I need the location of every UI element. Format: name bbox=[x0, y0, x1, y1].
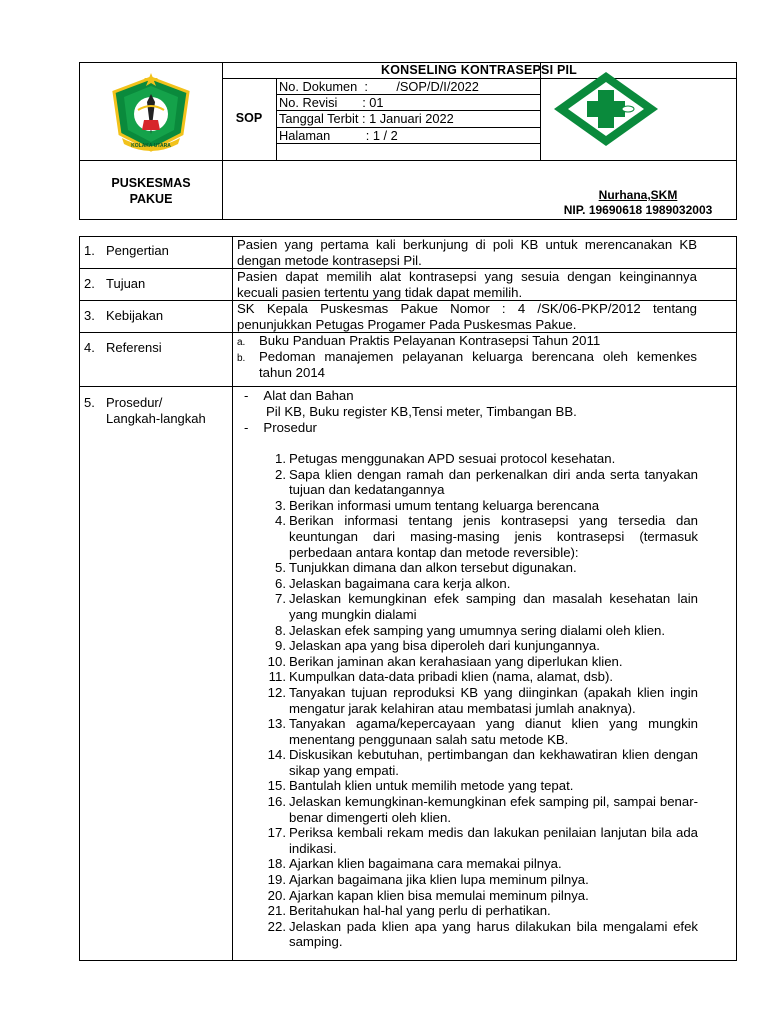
section-number: 2. bbox=[84, 276, 95, 291]
section-title-line2: Langkah-langkah bbox=[106, 411, 206, 426]
step-text: Berikan jaminan akan kerahasiaan yang diperlukan klien. bbox=[289, 653, 623, 669]
meta-document-number: No. Dokumen : /SOP/D/I/2022 bbox=[279, 79, 479, 94]
organization-name-line2: PAKUE bbox=[129, 192, 173, 206]
section-number: 3. bbox=[84, 308, 95, 323]
step-text: Tanyakan tujuan reproduksi KB yang diinginkan (apakah klien ingin mengatur jarak kelahiran atau membatasi jumlah anaknya). bbox=[289, 684, 698, 716]
reference-item bbox=[237, 349, 697, 380]
section-label-referensi bbox=[84, 340, 162, 356]
step-number: 1. bbox=[275, 451, 286, 466]
step-number: 10. bbox=[267, 653, 286, 669]
sop-label: SOP bbox=[235, 111, 263, 125]
step-number: 2. bbox=[275, 466, 286, 482]
reference-item bbox=[237, 333, 697, 349]
step-number: 11. bbox=[268, 669, 286, 685]
step-text: Tanyakan agama/kepercayaan yang dianut klien yang mungkin menentang penggunaan salah satu metode KB. bbox=[289, 716, 698, 747]
procedure-step bbox=[262, 451, 698, 467]
signatory-nip: NIP. 19690618 1989032003 bbox=[563, 203, 713, 217]
step-number: 16. bbox=[267, 794, 286, 810]
puskesmas-logo bbox=[552, 70, 660, 148]
step-number: 21. bbox=[267, 903, 286, 919]
section-title: Pengertian bbox=[106, 243, 169, 258]
step-number: 22. bbox=[267, 918, 286, 934]
step-text: Bantulah klien untuk memilih metode yang tepat. bbox=[289, 778, 574, 794]
section-title: Referensi bbox=[106, 340, 162, 355]
procedure-step bbox=[262, 513, 698, 560]
procedure-step bbox=[262, 654, 698, 670]
step-number: 7. bbox=[275, 591, 286, 607]
step-text: Berikan informasi umum tentang keluarga berencana bbox=[289, 497, 600, 513]
procedure-step bbox=[262, 467, 698, 498]
procedure-steps bbox=[262, 451, 698, 950]
dash-bullet: - bbox=[244, 420, 249, 435]
procedure-step bbox=[262, 794, 698, 825]
section-title: Tujuan bbox=[106, 276, 146, 291]
procedure-step bbox=[262, 638, 698, 654]
meta-issue-date: Tanggal Terbit : 1 Januari 2022 bbox=[279, 111, 454, 126]
reference-marker: a. bbox=[237, 337, 246, 348]
section-title: Kebijakan bbox=[106, 308, 164, 323]
step-text: Kumpulkan data-data pribadi klien (nama, alamat, dsb). bbox=[289, 669, 614, 685]
procedure-heading-text: Prosedur bbox=[263, 420, 317, 435]
procedure-heading bbox=[244, 420, 317, 436]
meta-page: Halaman : 1 / 2 bbox=[279, 128, 398, 143]
step-number: 18. bbox=[267, 856, 286, 872]
materials-heading bbox=[244, 388, 354, 404]
section-text-tujuan: Pasien dapat memilih alat kontrasepsi yang sesuia dengan keinginannya kecuali pasien tertentu yang tidak dapat memilih. bbox=[237, 269, 697, 300]
section-number: 4. bbox=[84, 340, 95, 355]
procedure-step bbox=[262, 560, 698, 576]
procedure-step bbox=[262, 498, 698, 514]
step-text: Berikan informasi tentang jenis kontrasepsi yang tersedia dan keuntungan dari masing-masing jenis kontrasepsi (termasuk perbedaan antara kontap dan metode reversible): bbox=[289, 513, 698, 560]
step-number: 6. bbox=[275, 575, 286, 591]
step-number: 17. bbox=[267, 825, 286, 841]
procedure-step bbox=[262, 685, 698, 716]
step-number: 3. bbox=[275, 497, 286, 513]
dash-bullet: - bbox=[244, 388, 249, 403]
procedure-step bbox=[262, 778, 698, 794]
step-number: 12. bbox=[267, 684, 286, 700]
step-number: 19. bbox=[267, 872, 286, 888]
signatory-name: Nurhana,SKM bbox=[598, 188, 678, 202]
procedure-step bbox=[262, 903, 698, 919]
organization-name bbox=[80, 175, 222, 207]
step-number: 4. bbox=[275, 513, 286, 529]
regional-emblem-logo bbox=[104, 72, 198, 154]
section-text-pengertian: Pasien yang pertama kali berkunjung di poli KB untuk merencanakan KB dengan metode kontrasepsi Pil. bbox=[237, 237, 697, 268]
procedure-step bbox=[262, 591, 698, 622]
step-number: 14. bbox=[267, 747, 286, 763]
step-text: Jelaskan bagaimana cara kerja alkon. bbox=[289, 575, 511, 591]
step-text: Beritahukan hal-hal yang perlu di perhatikan. bbox=[289, 903, 551, 919]
emblem-ribbon-text: KOLAKA UTARA bbox=[131, 143, 171, 149]
step-text: Sapa klien dengan ramah dan perkenalkan diri anda serta tanyakan tujuan dan kedatangannya bbox=[289, 466, 698, 498]
step-text: Jelaskan pada klien apa yang harus dilakukan bila mengalami efek samping. bbox=[289, 918, 698, 950]
procedure-step bbox=[262, 747, 698, 778]
procedure-step bbox=[262, 576, 698, 592]
procedure-step bbox=[262, 888, 698, 904]
reference-marker: b. bbox=[237, 353, 246, 364]
section-text-kebijakan: SK Kepala Puskesmas Pakue Nomor : 4 /SK/06-PKP/2012 tentang penunjukkan Petugas Progamer Pada Puskesmas Pakue. bbox=[237, 301, 697, 332]
step-text: Jelaskan kemungkinan efek samping dan masalah kesehatan lain yang mungkin dialami bbox=[289, 591, 698, 622]
meta-revision: No. Revisi : 01 bbox=[279, 95, 384, 110]
procedure-step bbox=[262, 856, 698, 872]
step-number: 8. bbox=[275, 622, 286, 638]
step-number: 13. bbox=[267, 716, 286, 732]
step-text: Ajarkan bagaimana jika klien lupa meminum pilnya. bbox=[289, 872, 589, 888]
step-text: Jelaskan apa yang bisa diperoleh dari kunjungannya. bbox=[289, 638, 600, 654]
step-text: Diskusikan kebutuhan, pertimbangan dan kekhawatiran klien dengan sikap yang empati. bbox=[289, 747, 698, 778]
procedure-step bbox=[262, 623, 698, 639]
step-text: Petugas menggunakan APD sesuai protocol kesehatan. bbox=[289, 451, 616, 466]
step-text: Jelaskan efek samping yang umumnya sering dialami oleh klien. bbox=[289, 622, 666, 638]
step-text: Tunjukkan dimana dan alkon tersebut digunakan. bbox=[289, 560, 577, 576]
procedure-step bbox=[262, 825, 698, 856]
step-text: Periksa kembali rekam medis dan lakukan penilaian lanjutan bila ada indikasi. bbox=[289, 825, 698, 856]
document-title: KONSELING KONTRASEPSI PIL bbox=[381, 63, 577, 77]
organization-name-line1: PUSKESMAS bbox=[111, 176, 191, 190]
section-label-kebijakan bbox=[84, 308, 163, 324]
step-text: Ajarkan kapan klien bisa memulai meminum pilnya. bbox=[289, 887, 589, 903]
reference-text: Buku Panduan Praktis Pelayanan Kontrasepsi Tahun 2011 bbox=[259, 333, 601, 348]
materials-list: Pil KB, Buku register KB,Tensi meter, Timbangan BB. bbox=[266, 404, 577, 419]
procedure-step bbox=[262, 669, 698, 685]
reference-text: Pedoman manajemen pelayanan keluarga berencana oleh kemenkes tahun 2014 bbox=[259, 349, 697, 380]
section-number: 1. bbox=[84, 243, 95, 258]
procedure-step bbox=[262, 716, 698, 747]
step-text: Ajarkan klien bagaimana cara memakai pilnya. bbox=[289, 856, 562, 872]
section-label-pengertian bbox=[84, 243, 169, 259]
procedure-step bbox=[262, 872, 698, 888]
step-number: 5. bbox=[275, 560, 286, 576]
section-number: 5. bbox=[84, 395, 95, 410]
section-title: Prosedur/ bbox=[106, 395, 163, 410]
step-number: 9. bbox=[275, 638, 286, 654]
procedure-step bbox=[262, 919, 698, 950]
materials-heading-text: Alat dan Bahan bbox=[263, 388, 354, 403]
step-number: 15. bbox=[267, 778, 286, 794]
step-number: 20. bbox=[267, 887, 286, 903]
section-label-tujuan bbox=[84, 276, 145, 292]
step-text: Jelaskan kemungkinan-kemungkinan efek samping pil, sampai benar-benar dimengerti oleh klien. bbox=[289, 794, 698, 825]
section-label-prosedur bbox=[84, 395, 206, 427]
